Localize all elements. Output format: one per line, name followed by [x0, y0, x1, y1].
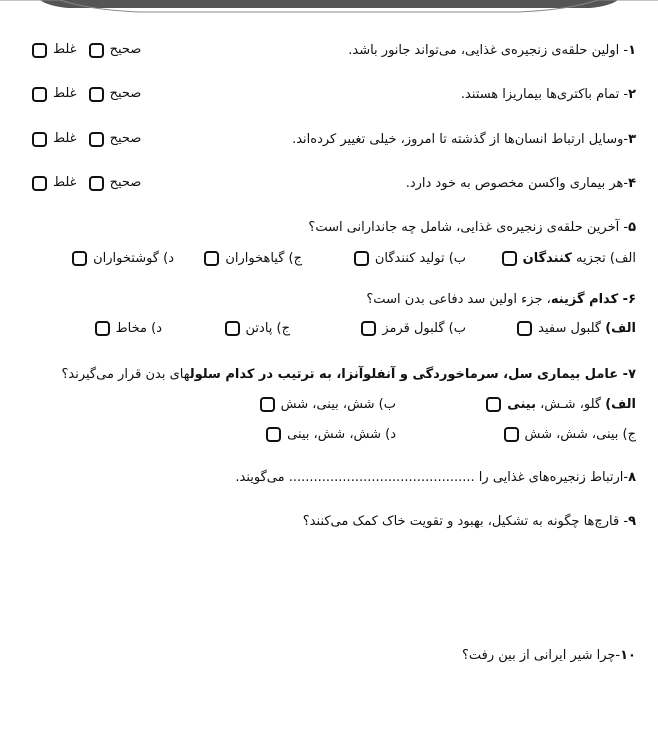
option-b	[260, 396, 396, 414]
true-checkbox[interactable]	[89, 132, 104, 147]
question-text: -چرا شیر ایرانی از بین رفت؟	[462, 648, 621, 663]
option-checkbox[interactable]	[95, 321, 110, 336]
option-checkbox[interactable]	[361, 321, 376, 336]
question-text: - آخرین حلقه‌ی زنجیره‌ی غذایی، شامل چه جاندارانی است؟	[308, 220, 629, 235]
option-text: گلبول سفید	[538, 321, 606, 336]
option-label-bold: الف)	[605, 321, 636, 336]
option-b	[354, 250, 466, 268]
option-checkbox[interactable]	[502, 251, 517, 266]
option-text: ب) گلبول قرمز	[382, 321, 466, 336]
option-d	[266, 426, 396, 444]
option-a	[486, 396, 636, 414]
option-text: گلو، شـش،	[535, 397, 606, 412]
question-number: ۸	[628, 470, 636, 485]
true-label: صحیح	[109, 42, 142, 57]
true-checkbox[interactable]	[89, 176, 104, 191]
false-checkbox[interactable]	[32, 43, 47, 58]
question-text-bold: - کدام گزینه	[550, 292, 629, 307]
question-number: ۱۰	[620, 648, 636, 663]
question-text: - تمام باکتری‌ها بیماریزا هستند.	[460, 87, 629, 102]
option-d	[95, 320, 162, 338]
option-text: ج) بینی، شش، شش	[524, 427, 636, 442]
false-label: غلط	[53, 86, 77, 101]
question-10	[462, 647, 636, 665]
true-label: صحیح	[109, 175, 142, 190]
option-c	[204, 250, 302, 268]
question-4	[406, 175, 636, 193]
true-checkbox[interactable]	[89, 43, 104, 58]
option-text: ب) شش، بینی، شش	[280, 397, 396, 412]
option-checkbox[interactable]	[486, 397, 501, 412]
true-label: صحیح	[109, 131, 142, 146]
false-checkbox[interactable]	[32, 87, 47, 102]
option-checkbox[interactable]	[517, 321, 532, 336]
question-6	[366, 291, 636, 309]
false-label: غلط	[53, 131, 77, 146]
question-text: - اولین حلقه‌ی زنجیره‌ی غذایی، می‌تواند جانور باشد.	[348, 43, 629, 58]
header-decoration	[0, 0, 658, 22]
false-checkbox[interactable]	[32, 176, 47, 191]
option-a	[502, 250, 636, 268]
question-number: ۲	[628, 87, 636, 102]
question-2	[461, 86, 636, 104]
option-checkbox[interactable]	[266, 427, 281, 442]
option-checkbox[interactable]	[204, 251, 219, 266]
question-1	[348, 42, 636, 60]
question-number: ۷	[628, 367, 636, 382]
question-text: ، جزء اولین سد دفاعی بدن است؟	[366, 292, 551, 307]
false-checkbox[interactable]	[32, 132, 47, 147]
question-number: ۶	[628, 292, 636, 307]
question-text: -وسایل ارتباط انسان‌ها از گذشته تا امروز، خیلی تغییر کرده‌اند.	[292, 132, 629, 147]
question-text-bold: - عامل بیماری سل، سرماخوردگی و آنفلوآنزا، به ترتیب در کدام سلول	[189, 367, 629, 382]
option-checkbox[interactable]	[260, 397, 275, 412]
option-text: د) گوشتخواران	[93, 251, 174, 266]
option-c	[225, 320, 290, 338]
question-text: -ارتباط زنجیره‌های غذایی را ............................................. می‌گویند.	[235, 470, 629, 485]
question-text: -هر بیماری واکسن مخصوص به خود دارد.	[405, 176, 629, 191]
question-9	[303, 513, 636, 531]
option-text: د) شش، شش، بینی	[287, 427, 396, 442]
true-label: صحیح	[109, 86, 142, 101]
question-5	[308, 219, 636, 237]
true-checkbox[interactable]	[89, 87, 104, 102]
question-number: ۱	[628, 43, 636, 58]
question-number: ۳	[628, 132, 636, 147]
option-text: د) مخاط	[115, 321, 162, 336]
option-text-bold: کنندگان	[522, 251, 572, 266]
true-false-options-2	[24, 85, 141, 104]
true-false-options-4	[24, 174, 141, 193]
question-3	[292, 131, 636, 149]
option-c	[504, 426, 636, 444]
false-label: غلط	[53, 42, 77, 57]
option-text: ج) گیاهخواران	[225, 251, 302, 266]
option-checkbox[interactable]	[354, 251, 369, 266]
option-checkbox[interactable]	[504, 427, 519, 442]
option-text-bold: بینی	[507, 397, 536, 412]
question-8	[235, 469, 636, 487]
option-text: ب) تولید کنندگان	[374, 251, 466, 266]
option-checkbox[interactable]	[225, 321, 240, 336]
question-number: ۵	[628, 220, 636, 235]
option-text: الف) تجزیه	[571, 251, 636, 266]
option-label-bold: الف)	[605, 397, 636, 412]
true-false-options-1	[24, 41, 141, 60]
option-a	[517, 320, 636, 338]
false-label: غلط	[53, 175, 77, 190]
option-checkbox[interactable]	[72, 251, 87, 266]
question-number: ۹	[628, 514, 636, 529]
question-number: ۴	[628, 176, 636, 191]
true-false-options-3	[24, 130, 141, 149]
option-text: ج) پادتن	[245, 321, 290, 336]
question-7	[61, 366, 636, 384]
option-b	[361, 320, 466, 338]
question-text: های بدن قرار می‌گیرند؟	[61, 367, 190, 382]
question-text: - قارچ‌ها چگونه به تشکیل، بهبود و تقویت خاک کمک می‌کنند؟	[302, 514, 629, 529]
option-d	[72, 250, 174, 268]
